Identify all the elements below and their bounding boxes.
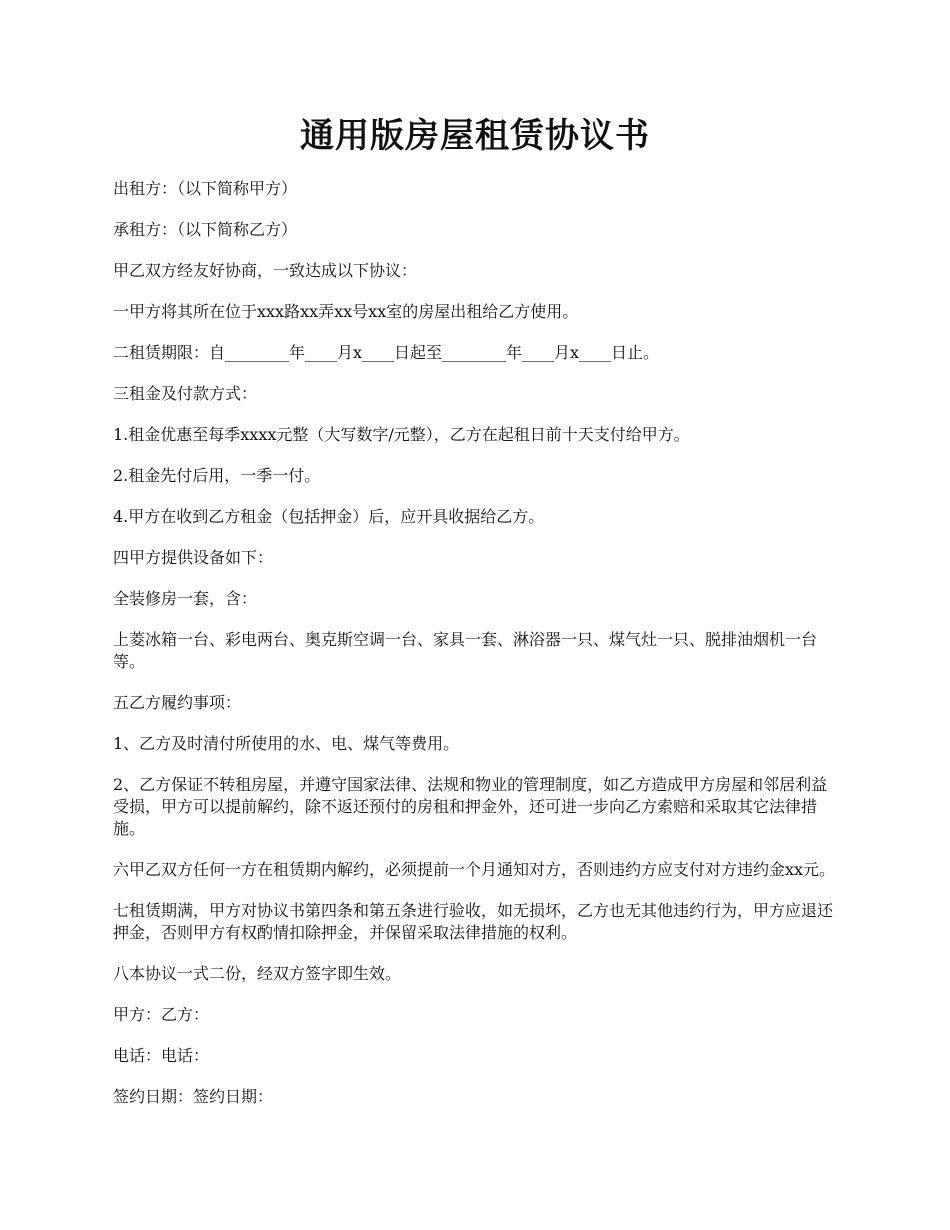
paragraph-clause-3-item-4: 4.甲方在收到乙方租金（包括押金）后，应开具收据给乙方。 xyxy=(113,507,545,526)
paragraph-clause-1: 一甲方将其所在位于xxx路xx弄xx号xx室的房屋出租给乙方使用。 xyxy=(113,302,579,321)
paragraph-agreement-intro: 甲乙双方经友好协商，一致达成以下协议： xyxy=(113,261,418,280)
signature-dates: 签约日期：签约日期： xyxy=(113,1087,274,1106)
document-title: 通用版房屋租赁协议书 xyxy=(300,116,650,156)
signature-parties: 甲方：乙方： xyxy=(113,1005,210,1024)
paragraph-lessor: 出租方：（以下简称甲方） xyxy=(113,179,298,198)
paragraph-clause-7: 七租赁期满，甲方对协议书第四条和第五条进行验收，如无损坏，乙方也无其他违约行为，甲方应退还押金，否则甲方有权酌情扣除押金，并保留采取法律措施的权利。 xyxy=(113,901,834,942)
paragraph-clause-6: 六甲乙双方任何一方在租赁期内解约，必须提前一个月通知对方，否则违约方应支付对方违约金xx元。 xyxy=(113,860,836,879)
signature-phones: 电话：电话： xyxy=(113,1046,210,1065)
paragraph-clause-5-heading: 五乙方履约事项： xyxy=(113,693,242,712)
paragraph-clause-5-item-1: 1、乙方及时清付所使用的水、电、煤气等费用。 xyxy=(113,734,460,753)
paragraph-clause-4-intro: 全装修房一套，含： xyxy=(113,589,258,608)
paragraph-clause-8: 八本协议一式二份，经双方签字即生效。 xyxy=(113,964,402,983)
paragraph-clause-3-item-1: 1.租金优惠至每季xxxx元整（大写数字/元整），乙方在起租日前十天支付给甲方。 xyxy=(113,425,690,444)
paragraph-clause-5-item-2: 2、乙方保证不转租房屋，并遵守国家法律、法规和物业的管理制度，如乙方造成甲方房屋和邻居利益受损，甲方可以提前解约，除不返还预付的房租和押金外，还可进一步向乙方索赔和采取其它法律措施。 xyxy=(113,775,828,838)
paragraph-clause-2: 二租赁期限：自________年____月x____日起至________年____月x____日止。 xyxy=(113,343,660,362)
document-body xyxy=(113,178,841,1127)
paragraph-lessee: 承租方：（以下简称乙方） xyxy=(113,220,298,239)
paragraph-clause-3-item-2: 2.租金先付后用，一季一付。 xyxy=(113,466,321,485)
paragraph-clause-3-heading: 三租金及付款方式： xyxy=(113,384,258,403)
paragraph-clause-4-heading: 四甲方提供设备如下： xyxy=(113,548,274,567)
paragraph-clause-4-equipment: 上菱冰箱一台、彩电两台、奥克斯空调一台、家具一套、淋浴器一只、煤气灶一只、脱排油烟机一台等。 xyxy=(113,630,818,671)
